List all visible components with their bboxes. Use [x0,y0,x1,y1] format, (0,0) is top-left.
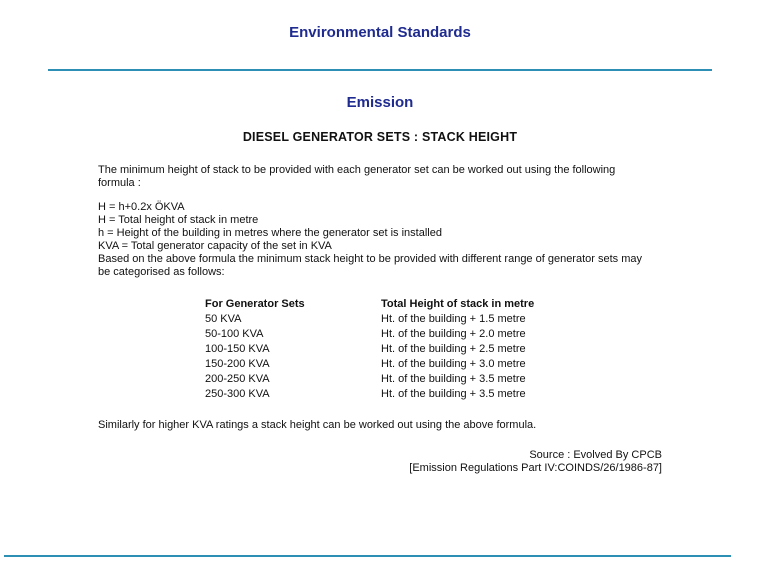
formula-line: H = h+0.2x ÖKVA [98,201,185,213]
table-row [205,372,534,387]
table-header-cell: For Generator Sets [205,298,305,310]
bottom-divider [4,555,731,557]
table-row [205,387,534,402]
formula-line: KVA = Total generator capacity of the set in KVA [98,240,332,252]
intro-line: formula : [98,177,141,189]
source-line: Source : Evolved By CPCB [529,449,662,461]
top-divider [48,69,712,71]
source-line: [Emission Regulations Part IV:COINDS/26/1986-87] [409,462,662,474]
table-cell: 50-100 KVA [205,328,264,340]
table-header-row [205,297,534,312]
stack-height-table [205,297,534,402]
table-cell: 150-200 KVA [205,358,270,370]
table-cell: Ht. of the building + 3.0 metre [381,358,526,370]
section-title: Emission [346,94,414,111]
table-cell: 200-250 KVA [205,373,270,385]
table-row [205,357,534,372]
source-citation [409,449,662,475]
table-cell: Ht. of the building + 2.0 metre [381,328,526,340]
table-row [205,327,534,342]
table-cell: Ht. of the building + 3.5 metre [381,388,526,400]
intro-paragraph [98,164,678,190]
table-cell: 50 KVA [205,313,242,325]
table-cell: Ht. of the building + 1.5 metre [381,313,526,325]
formula-line: h = Height of the building in metres where the generator set is installed [98,227,442,239]
table-row [205,312,534,327]
table-cell: Ht. of the building + 2.5 metre [381,343,526,355]
formula-line: H = Total height of stack in metre [98,214,259,226]
table-header-cell: Total Height of stack in metre [381,298,535,310]
table-cell: Ht. of the building + 3.5 metre [381,373,526,385]
table-row [205,342,534,357]
table-cell: 250-300 KVA [205,388,270,400]
formula-block [98,201,678,279]
closing-paragraph: Similarly for higher KVA ratings a stack height can be worked out using the above formula. [98,419,537,431]
table-cell: 100-150 KVA [205,343,270,355]
intro-line: The minimum height of stack to be provided with each generator set can be worked out using the following [98,164,616,176]
formula-line: be categorised as follows: [98,266,225,278]
document-heading: DIESEL GENERATOR SETS : STACK HEIGHT [242,130,518,144]
formula-line: Based on the above formula the minimum stack height to be provided with different range of generator sets may [98,253,642,265]
page-title: Environmental Standards [289,24,471,41]
